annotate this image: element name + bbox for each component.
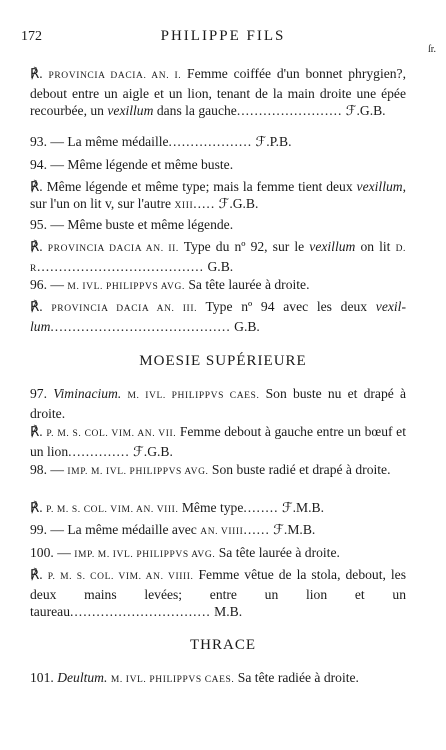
entry-97-reverse: ℟. P. M. S. COL. VIM. AN. VII. Femme debout à gauche entre un bœuf et un lion.............. ℱ.G.B. [30, 424, 406, 459]
entry-99: 99. — La même médaille avec AN. VIIII...... ℱ.M.B. [30, 522, 316, 537]
entry-98: 98. — IMP. M. IVL. PHILIPPVS AVG. Son buste radié et drapé à droite. [30, 462, 391, 477]
entry-95: 95. — Même buste et même légende. [30, 217, 234, 232]
running-title: PHILIPPE FILS [160, 28, 286, 44]
entry-100-reverse: ℟. P. M. S. COL. VIM. AN. VIIII. Femme vêtue de la stola, debout, les deux mains levées; entre un lion et un taureau................................ M.B. [30, 567, 406, 619]
entry-94-reverse: ℟. Même légende et même type; mais la femme tient deux vexillum, sur l'un on lit v, sur l'autre XIII..... ℱ.G.B. [30, 179, 406, 211]
entry-100: 100. — IMP. M. IVL. PHILIPPVS AVG. Sa tête laurée à droite. [30, 545, 340, 560]
entry-93: 93. — La même médaille................... ℱ.P.B. [30, 134, 292, 149]
entry-92-reverse: ℟. PROVINCIA DACIA. AN. I. Femme coiffée d'un bonnet phrygien?, debout entre un aigle et un lion, tenant de la main droite une épée recourbée, un vexillum dans la gauche........................ ℱ.G.B. [30, 66, 406, 118]
edge-mark: ſr. [428, 44, 437, 55]
section-title-thrace: THRACE [190, 637, 256, 653]
entry-97: 97. Viminacium. M. IVL. PHILIPPVS CAES. Son buste nu et drapé à droite. [30, 386, 406, 421]
entry-96-reverse: ℟. PROVINCIA DACIA AN. III. Type nº 94 avec les deux vexil-lum......................................... G.B. [30, 299, 406, 334]
page-number: 172 [21, 29, 42, 44]
entry-98-reverse: ℟. P. M. S. COL. VIM. AN. VIII. Même type........ ℱ.M.B. [30, 500, 324, 515]
entry-95-reverse: ℟. PROVINCIA DACIA AN. II. Type du nº 92, sur le vexillum on lit D. R...................................... G.B. [30, 239, 406, 274]
entry-96: 96. — M. IVL. PHILIPPVS AVG. Sa tête laurée à droite. [30, 277, 310, 292]
entry-101: 101. Deultum. M. IVL. PHILIPPVS CAES. Sa tête radiée à droite. [30, 670, 359, 685]
section-title-moesie: MOESIE SUPÉRIEURE [139, 353, 307, 369]
entry-94: 94. — Même légende et même buste. [30, 157, 234, 172]
